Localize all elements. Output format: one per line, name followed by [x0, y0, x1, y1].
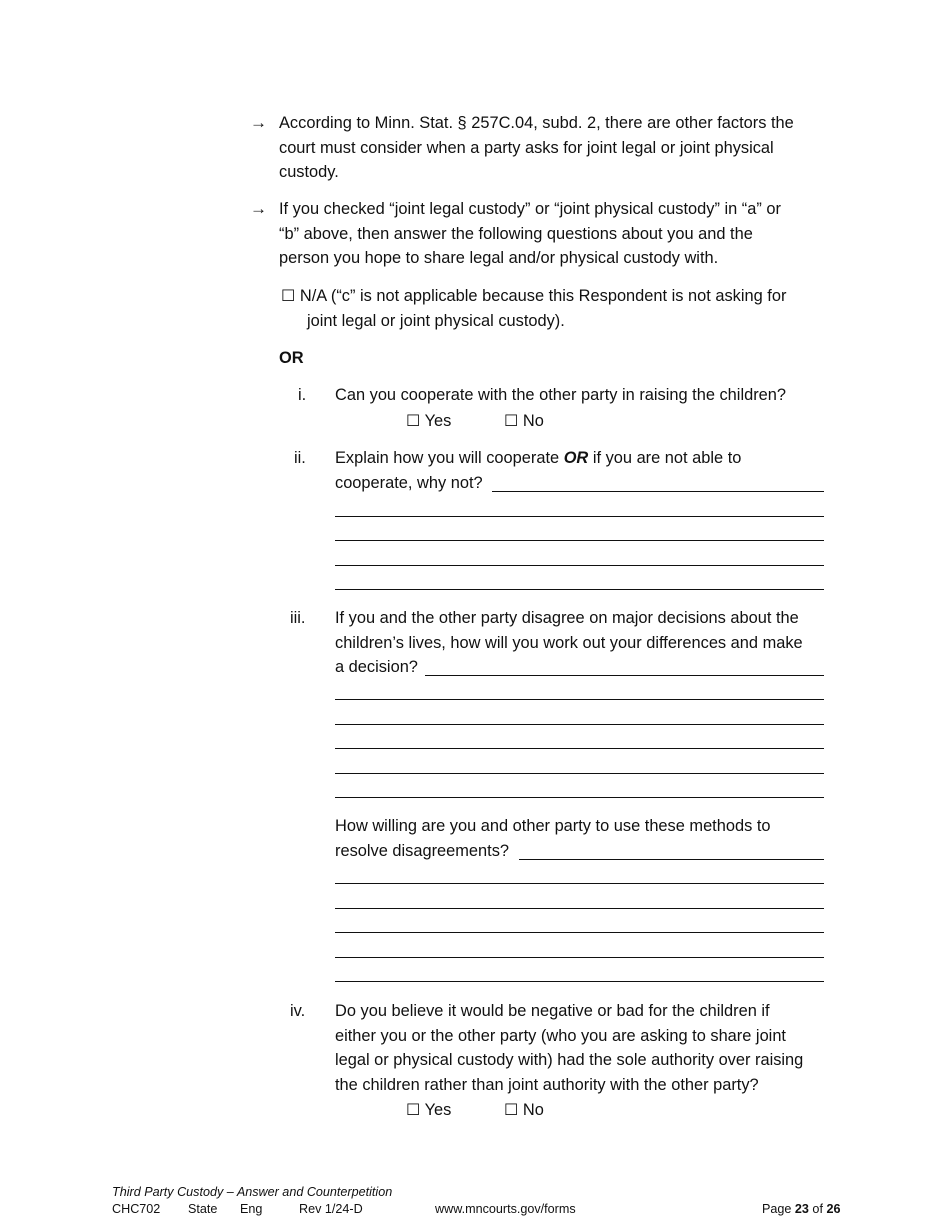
question-ii-text-line1	[335, 446, 741, 471]
answer-line[interactable]	[335, 908, 824, 909]
question-i-no-option	[504, 409, 544, 435]
question-ii-emphasis: OR	[563, 449, 589, 467]
bullet-line: If you checked “joint legal custody” or “joint physical custody” in “a” or	[279, 200, 781, 218]
answer-line[interactable]	[335, 957, 824, 958]
question-i-yes-label: Yes	[424, 412, 452, 430]
question-line: a decision?	[335, 658, 418, 676]
na-option	[281, 284, 786, 310]
answer-line[interactable]	[335, 724, 824, 725]
question-iv-no-option	[504, 1098, 544, 1124]
question-line: If you and the other party disagree on major decisions about the	[335, 609, 799, 627]
or-label: OR	[279, 349, 304, 367]
bullet-line: court must consider when a party asks for joint legal or joint physical	[279, 138, 774, 157]
question-ii-text-line2: cooperate, why not?	[335, 474, 483, 492]
footer-revision: Rev 1/24-D	[299, 1202, 363, 1216]
question-i-no-checkbox[interactable]: ☐	[504, 413, 519, 430]
question-ii-number: ii.	[294, 449, 306, 467]
bullet-line: person you hope to share legal and/or physical custody with.	[279, 249, 719, 267]
footer-jurisdiction: State	[188, 1202, 218, 1216]
question-line: the children rather than joint authority with the other party?	[335, 1075, 759, 1094]
footer-language: Eng	[240, 1202, 263, 1216]
question-line: How willing are you and other party to use these methods to	[335, 817, 771, 835]
answer-line[interactable]	[335, 797, 824, 798]
bullet-text-instructions	[279, 197, 781, 271]
question-i-no-label: No	[522, 412, 544, 430]
question-ii-text-part: Explain how you will cooperate	[335, 449, 564, 467]
answer-line[interactable]	[335, 699, 824, 700]
question-iv-yes-checkbox[interactable]: ☐	[406, 1102, 421, 1119]
question-iv-no-checkbox[interactable]: ☐	[504, 1102, 519, 1119]
page-of: of	[808, 1202, 827, 1216]
question-line: children’s lives, how will you work out your differences and make	[335, 633, 803, 652]
question-i-number: i.	[298, 386, 307, 404]
question-line: resolve disagreements?	[335, 841, 510, 860]
answer-line[interactable]	[492, 491, 824, 492]
answer-line[interactable]	[335, 589, 824, 590]
question-i-yes-checkbox[interactable]: ☐	[406, 413, 421, 430]
arrow-icon: →	[250, 199, 267, 218]
question-iv-text	[335, 999, 803, 1097]
answer-line[interactable]	[335, 540, 824, 541]
question-iv-yes-label: Yes	[424, 1101, 452, 1119]
answer-line[interactable]	[335, 748, 824, 749]
footer-website[interactable]: www.mncourts.gov/forms	[435, 1202, 576, 1216]
answer-line[interactable]	[425, 675, 824, 676]
question-ii-text-part: if you are not able to	[588, 449, 742, 467]
question-iii-text	[335, 606, 803, 680]
answer-line[interactable]	[335, 981, 824, 982]
answer-line[interactable]	[335, 565, 824, 566]
question-i-yes-option	[406, 409, 451, 435]
question-i-text: Can you cooperate with the other party in raising the children?	[335, 386, 787, 404]
question-iv-yes-option	[406, 1098, 451, 1124]
bullet-line: According to Minn. Stat. § 257C.04, subd. 2, there are other factors the	[279, 114, 794, 132]
footer-form-code: CHC702	[112, 1202, 161, 1216]
answer-line[interactable]	[335, 932, 824, 933]
na-checkbox[interactable]: ☐	[281, 288, 296, 305]
question-iii-number: iii.	[290, 609, 306, 627]
question-line: legal or physical custody with) had the sole authority over raising	[335, 1051, 804, 1069]
answer-line[interactable]	[519, 859, 824, 860]
page-current: 23	[794, 1202, 809, 1216]
question-line: either you or the other party (who you are asking to share joint	[335, 1026, 786, 1045]
na-option-text-cont: joint legal or joint physical custody).	[307, 312, 565, 330]
question-line: Do you believe it would be negative or bad for the children if	[335, 1002, 770, 1020]
page-total: 26	[826, 1202, 841, 1216]
arrow-icon: →	[250, 113, 267, 132]
answer-line[interactable]	[335, 773, 824, 774]
question-iv-number: iv.	[290, 1002, 306, 1020]
footer-form-title: Third Party Custody – Answer and Counterpetition	[112, 1185, 393, 1199]
page-label: Page	[762, 1202, 795, 1216]
question-iv-no-label: No	[522, 1101, 544, 1119]
answer-line[interactable]	[335, 516, 824, 517]
bullet-text-factors	[279, 111, 794, 185]
bullet-line: “b” above, then answer the following questions about you and the	[279, 224, 753, 243]
bullet-line: custody.	[279, 163, 339, 181]
answer-line[interactable]	[335, 883, 824, 884]
question-iii-followup	[335, 814, 771, 863]
footer-page-number	[762, 1201, 840, 1218]
na-option-text: N/A (“c” is not applicable because this Respondent is not asking for	[299, 287, 787, 305]
